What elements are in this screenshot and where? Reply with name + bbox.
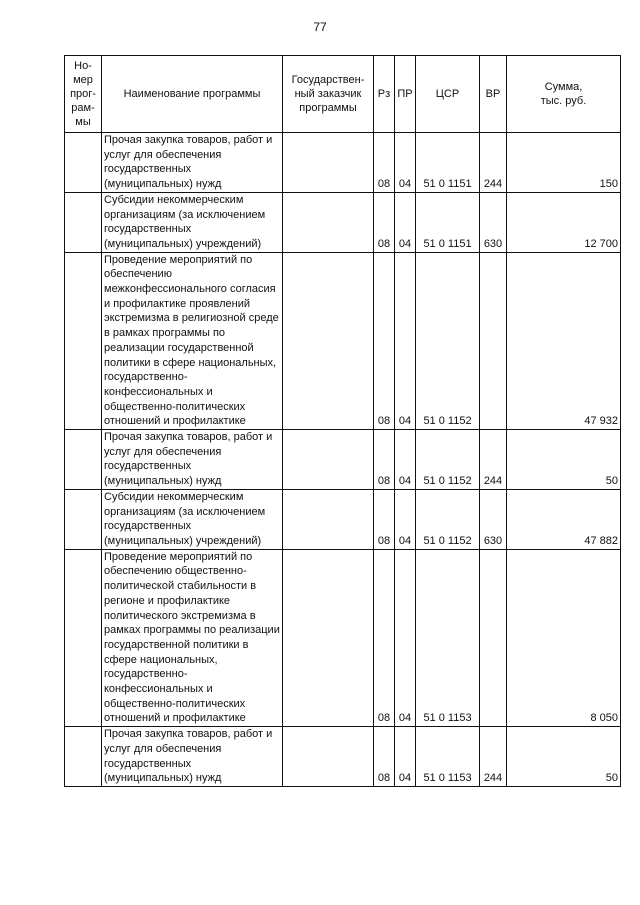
cell-csr: 51 0 1153	[416, 727, 480, 787]
cell-program-name: Субсидии некоммерческим организациям (за исключением государственных (муниципальных) учреждений)	[102, 489, 283, 549]
cell-sum: 50	[507, 727, 621, 787]
cell-customer	[283, 549, 374, 726]
cell-customer	[283, 192, 374, 252]
cell-rz: 08	[374, 133, 395, 193]
cell-program-name: Проведение мероприятий по обеспечению общественно-политической стабильности в регионе и профилактике политического экстремизма в рамках программы по реализации государственной политики в сфере национальных, государственно-конфессиональных и общественно-политических отношений и профилактике	[102, 549, 283, 726]
table-row	[65, 192, 621, 252]
cell-program-number	[65, 192, 102, 252]
page-number: 77	[313, 20, 327, 34]
cell-rz: 08	[374, 430, 395, 490]
table-row	[65, 133, 621, 193]
cell-sum: 47 932	[507, 252, 621, 429]
table-row	[65, 430, 621, 490]
cell-customer	[283, 727, 374, 787]
cell-vr: 630	[480, 192, 507, 252]
cell-csr: 51 0 1152	[416, 252, 480, 429]
cell-rz: 08	[374, 252, 395, 429]
cell-program-number	[65, 727, 102, 787]
table-header-row	[65, 56, 621, 133]
cell-sum: 12 700	[507, 192, 621, 252]
cell-csr: 51 0 1151	[416, 192, 480, 252]
cell-pr: 04	[395, 489, 416, 549]
cell-program-name: Прочая закупка товаров, работ и услуг для обеспечения государственных (муниципальных) нужд	[102, 727, 283, 787]
cell-rz: 08	[374, 489, 395, 549]
cell-vr: 244	[480, 727, 507, 787]
cell-pr: 04	[395, 430, 416, 490]
cell-sum: 8 050	[507, 549, 621, 726]
cell-vr	[480, 252, 507, 429]
header-pr: ПР	[395, 56, 416, 133]
cell-program-name: Прочая закупка товаров, работ и услуг для обеспечения государственных (муниципальных) нужд	[102, 430, 283, 490]
cell-csr: 51 0 1153	[416, 549, 480, 726]
cell-csr: 51 0 1151	[416, 133, 480, 193]
cell-program-number	[65, 252, 102, 429]
cell-customer	[283, 430, 374, 490]
header-sum: Сумма, тыс. руб.	[507, 56, 621, 133]
cell-vr: 244	[480, 430, 507, 490]
cell-program-number	[65, 549, 102, 726]
cell-pr: 04	[395, 252, 416, 429]
table-row	[65, 489, 621, 549]
cell-sum: 47 882	[507, 489, 621, 549]
header-csr: ЦСР	[416, 56, 480, 133]
header-vr: ВР	[480, 56, 507, 133]
cell-pr: 04	[395, 727, 416, 787]
cell-csr: 51 0 1152	[416, 430, 480, 490]
table-row	[65, 727, 621, 787]
header-customer: Государствен- ный заказчик программы	[283, 56, 374, 133]
table-row	[65, 252, 621, 429]
cell-vr: 630	[480, 489, 507, 549]
cell-rz: 08	[374, 192, 395, 252]
cell-customer	[283, 133, 374, 193]
cell-vr	[480, 549, 507, 726]
cell-pr: 04	[395, 133, 416, 193]
cell-program-number	[65, 489, 102, 549]
cell-program-name: Субсидии некоммерческим организациям (за исключением государственных (муниципальных) учреждений)	[102, 192, 283, 252]
cell-pr: 04	[395, 549, 416, 726]
cell-program-name: Проведение мероприятий по обеспечению межконфессионального согласия и профилактике проявлений экстремизма в религиозной среде в рамках программы по реализации государственной политики в сфере национальных, государственно-конфессиональных и общественно-политических отношений и профилактике	[102, 252, 283, 429]
cell-program-number	[65, 133, 102, 193]
cell-csr: 51 0 1152	[416, 489, 480, 549]
cell-program-number	[65, 430, 102, 490]
cell-vr: 244	[480, 133, 507, 193]
cell-sum: 50	[507, 430, 621, 490]
header-program-name: Наименование программы	[102, 56, 283, 133]
header-rz: Рз	[374, 56, 395, 133]
cell-customer	[283, 489, 374, 549]
cell-rz: 08	[374, 727, 395, 787]
header-program-number: Но- мер прог- рам- мы	[65, 56, 102, 133]
budget-table	[64, 55, 621, 787]
table-row	[65, 549, 621, 726]
cell-rz: 08	[374, 549, 395, 726]
cell-sum: 150	[507, 133, 621, 193]
cell-program-name: Прочая закупка товаров, работ и услуг для обеспечения государственных (муниципальных) нужд	[102, 133, 283, 193]
cell-pr: 04	[395, 192, 416, 252]
cell-customer	[283, 252, 374, 429]
